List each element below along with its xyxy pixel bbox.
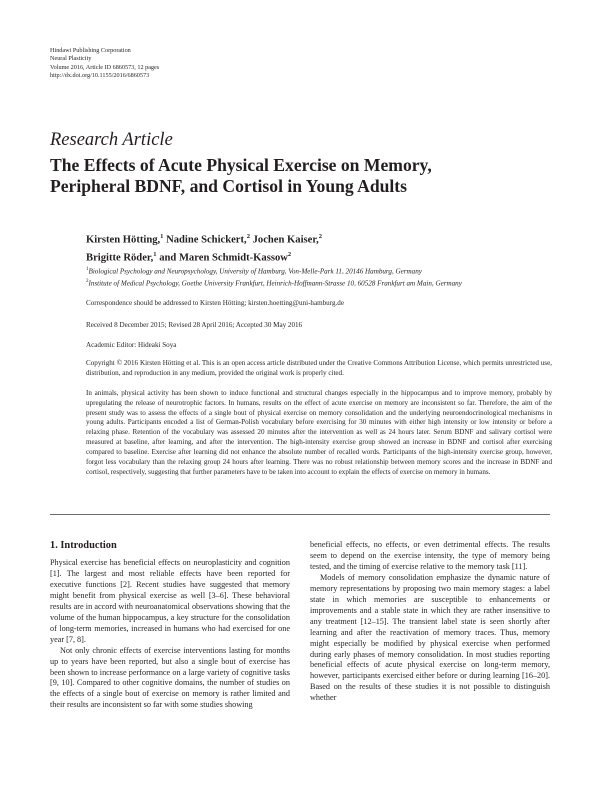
body-paragraph: Models of memory consolidation emphasize the dynamic nature of memory representations by proposing two main memory stages: a label state in which memories are susceptible to enhancements or improvements and a stable state in which they are rather insensitive to any treatment [12–15]. The transient label state is seen shortly after learning and after the reactivation of memory traces. Thus, memory might especially be modified by physical exercise when performed during early phases of memory consolidation. In most studies reporting beneficial effects of acute physical exercise on long-term memory, however, participants exercised either before or during learning [16–20]. Based on the results of these studies it is not possible to distinguish whether <box>310 572 550 703</box>
author-name: Maren Schmidt-Kassow <box>178 252 288 264</box>
author-affiliation-mark: 1 <box>153 251 157 259</box>
publisher-name: Hindawi Publishing Corporation <box>50 47 131 54</box>
body-paragraph: Not only chronic effects of exercise interventions lasting for months up to years have been reported, but also a single bout of exercise has been shown to increase performance on a large variety of cognitive tasks [9, 10]. Compared to other cognitive domains, the number of studies on the effects of a single bout of exercise on memory is rather limited and their results are inconsistent so far with some studies showing <box>50 645 290 710</box>
affiliation-text: Institute of Medical Psychology, Goethe University Frankfurt, Heinrich-Hoffmann-Strasse 10, 60528 Frankfurt am Main, Germany <box>88 279 462 288</box>
affiliation-mark: 1 <box>86 267 89 272</box>
author-name: Kirsten Hötting, <box>86 234 161 246</box>
title-line-2: Peripheral BDNF, and Cortisol in Young Adults <box>50 176 407 196</box>
section-divider <box>50 514 550 515</box>
article-type: Research Article <box>50 130 173 150</box>
author-name: Brigitte Röder, <box>86 252 154 264</box>
body-paragraph: Physical exercise has beneficial effects on neuroplasticity and cognition [1]. The largest and most reliable effects have been reported for executive functions [2]. Recent studies have suggested that memory might benefit from physical exercise as well [3–6]. These behavioral results are in accord with neuroanatomical observations showing that the volume of the human hippocampus, a key structure for the consolidation of long-term memories, increased in humans who had exercised for one year [7, 8]. <box>50 558 290 644</box>
received-dates: Received 8 December 2015; Revised 28 April 2016; Accepted 30 May 2016 <box>86 321 303 329</box>
author-affiliation-mark: 2 <box>318 233 322 240</box>
affiliation-1 <box>86 265 462 277</box>
body-column-left <box>50 558 290 711</box>
author-name: Nadine Schickert, <box>166 234 247 246</box>
affiliation-2 <box>86 277 462 289</box>
author-affiliation-mark: 1 <box>160 233 164 240</box>
affiliations <box>86 265 462 290</box>
paper-title <box>50 155 550 197</box>
abstract-text: In animals, physical activity has been shown to induce functional and structural changes especially in the hippocampus and to improve memory, probably by upregulating the release of neurotrophic factors. In humans, results on the effect of acute exercise on memory are inconsistent so far. Therefore, the aim of the present study was to assess the effects of a single bout of physical exercise on memory consolidation and the underlying neuroendocrinological mechanisms in young adults. Participants encoded a list of German-Polish vocabulary before exercising for 30 minutes with either high intensity or low intensity or before a relaxing phase. Retention of the vocabulary was assessed 20 minutes after the intervention as well as 24 hours later. Serum BDNF and salivary cortisol were measured at baseline, after learning, and after the intervention. The high-intensity exercise group showed an increase in BDNF and cortisol after exercising compared to baseline. Exercise after learning did not enhance the absolute number of recalled words. Participants of the high-intensity exercise group, however, forgot less vocabulary than the relaxing group 24 hours after learning. There was no robust relationship between memory scores and the increase in BDNF and cortisol, respectively, suggesting that further parameters have to be taken into account to explain the effects of exercise on memory in humans. <box>86 389 552 476</box>
author-line-1 <box>86 230 322 248</box>
body-paragraph: beneficial effects, no effects, or even detrimental effects. The results seem to depend on the exercise intensity, the type of memory being tested, and the timing of exercise relative to the memory task [11]. <box>310 540 550 571</box>
affiliation-text: Biological Psychology and Neuropsychology, University of Hamburg, Von-Melle-Park 11, 20146 Hamburg, Germany <box>88 267 422 276</box>
journal-name: Neural Plasticity <box>50 55 92 63</box>
author-name: Jochen Kaiser, <box>252 234 319 246</box>
academic-editor: Academic Editor: Hideaki Soya <box>86 341 177 349</box>
author-conjunction: and <box>159 252 177 264</box>
author-affiliation-mark: 2 <box>246 233 250 240</box>
title-line-1: The Effects of Acute Physical Exercise on Memory, <box>50 155 432 175</box>
doi-link[interactable]: http://dx.doi.org/10.1155/2016/6860573 <box>50 72 150 80</box>
volume-info: Volume 2016, Article ID 6860573, 12 pages <box>50 63 160 71</box>
correspondence-line: Correspondence should be addressed to Kirsten Hötting; kirsten.hoetting@uni-hamburg.de <box>86 299 344 307</box>
journal-header <box>50 47 159 81</box>
author-list <box>86 230 322 266</box>
author-line-2 <box>86 248 322 266</box>
copyright-notice: Copyright © 2016 Kirsten Hötting et al. This is an open access article distributed under the Creative Commons Attribution License, which permits unrestricted use, distribution, and reproduction in any medium, provided the original work is properly cited. <box>86 359 552 377</box>
author-affiliation-mark: 2 <box>287 251 292 259</box>
section-heading: 1. Introduction <box>50 540 117 551</box>
affiliation-mark: 2 <box>86 279 89 285</box>
body-column-right <box>310 540 550 704</box>
